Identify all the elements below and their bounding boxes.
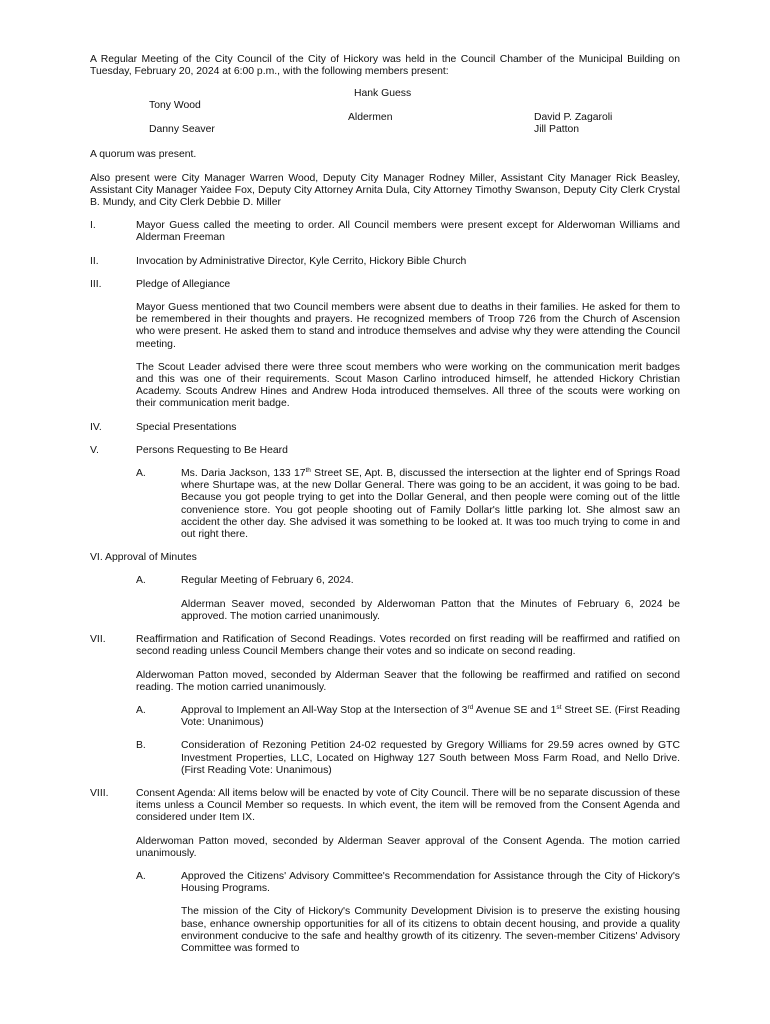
item-number: III.	[90, 278, 102, 290]
item-text: Reaffirmation and Ratification of Second Readings. Votes recorded on first reading will be reaffirmed and ratified on second reading unless Council Members change their votes and so indicate on second reading.	[136, 634, 680, 658]
item-viii-a-paragraph: The mission of the City of Hickory's Community Development Division is to preserve the existing housing base, enhance ownership opportunities for all of its citizens to obtain decent housing, and provide a quality environment conducive to the safe and healthy growth of its citizenry. The seven-member Citizens' Advisory Committee was formed to	[181, 906, 680, 954]
members-present	[90, 88, 680, 136]
item-vi-a-paragraph: Alderman Seaver moved, seconded by Alderwoman Patton that the Minutes of February 6, 2024 be approved. The motion carried unanimously.	[181, 598, 680, 622]
text-part: Street SE, Apt. B, discussed the intersection at the lighter end of Springs Road where Shurtape was, at the new Dollar General. There was going to be an accident, it was going to be bad. Because you got people trying to get into the Dollar General, and then people were coming out of the little convenience store. You got people shooting out of Family Dollar's little parking lot. She almost saw an accident the other day. She advised it was something to be looked at. It was too much trying to come in and out right there.	[181, 468, 680, 541]
item-viii	[90, 788, 680, 825]
item-number: VIII.	[90, 787, 109, 799]
member-danny-seaver: Danny Seaver	[149, 124, 215, 136]
sub-item-text: Approved the Citizens' Advisory Committee's Recommendation for Assistance through the City of Hickory's Housing Programs.	[181, 870, 680, 895]
sub-item-letter: B.	[136, 740, 146, 752]
quorum-statement: A quorum was present.	[90, 149, 197, 161]
superscript: rd	[467, 703, 474, 711]
item-vii-b	[136, 740, 680, 777]
minutes-page	[90, 54, 680, 966]
member-tony-wood: Tony Wood	[149, 100, 201, 112]
item-text: Pledge of Allegiance	[136, 278, 231, 290]
text-part: Approval to Implement an All-Way Stop at the Intersection of 3	[181, 704, 468, 716]
item-iii-paragraph-1: Mayor Guess mentioned that two Council members were absent due to deaths in their families. He asked for them to be remembered in their thoughts and prayers. He recognized members of Troop 726 from the Church of Ascension who were present. He asked them to stand and introduce themselves and advise why they were attending the Council meeting.	[136, 302, 680, 350]
item-vi-heading: VI. Approval of Minutes	[90, 552, 197, 564]
item-number: II.	[90, 255, 99, 267]
item-v	[90, 445, 680, 457]
sub-item-letter: A.	[136, 468, 146, 480]
item-text: Special Presentations	[136, 421, 237, 433]
item-iii-paragraph-2: The Scout Leader advised there were three scout members who were working on the communication merit badges and this was one of their requirements. Scout Mason Carlino introduced himself, he attended Hickory Christian Academy. Scouts Andrew Hines and Andrew Hoda introduced themselves. All three of the scouts were working on their communication merit badge.	[136, 361, 680, 410]
item-vii	[90, 634, 680, 658]
sub-item-text	[181, 468, 680, 541]
item-text: Invocation by Administrative Director, Kyle Cerrito, Hickory Bible Church	[136, 255, 467, 267]
item-iv	[90, 422, 680, 434]
item-vii-paragraph: Alderwoman Patton moved, seconded by Alderman Seaver that the following be reaffirmed and ratified on second reading. The motion carried unanimously.	[136, 669, 680, 693]
item-number: V.	[90, 444, 99, 456]
aldermen-label: Aldermen	[348, 112, 393, 124]
item-text: Mayor Guess called the meeting to order. All Council members were present except for Alderwoman Williams and Alderman Freeman	[136, 220, 680, 244]
item-viii-paragraph: Alderwoman Patton moved, seconded by Alderman Seaver approval of the Consent Agenda. The motion carried unanimously.	[136, 835, 680, 859]
also-present-paragraph: Also present were City Manager Warren Wood, Deputy City Manager Rodney Miller, Assistant City Manager Rick Beasley, Assistant City Manager Yaidee Fox, Deputy City Attorney Arnita Dula, City Attorney Timothy Swanson, Deputy City Clerk Crystal B. Mundy, and City Clerk Debbie D. Miller	[90, 172, 680, 209]
item-i	[90, 220, 680, 244]
text-part: Avenue SE and 1	[473, 704, 557, 716]
item-ii	[90, 256, 680, 268]
sub-item-text	[181, 705, 680, 729]
sub-item-letter: A.	[136, 870, 146, 882]
sub-item-text: Consideration of Rezoning Petition 24-02 requested by Gregory Williams for 29.59 acres owned by GTC Investment Properties, LLC, Located on Highway 127 South between Moss Farm Road, and Nello Drive. (First Reading Vote: Unanimous)	[181, 740, 680, 776]
item-number: VII.	[90, 634, 106, 646]
text-part: Ms. Daria Jackson, 133 17	[181, 468, 306, 480]
item-number: IV.	[90, 421, 102, 433]
member-david-zagaroli: David P. Zagaroli	[534, 112, 613, 124]
item-iii	[90, 279, 680, 291]
sub-item-text: Regular Meeting of February 6, 2024.	[181, 575, 354, 587]
mayor-name: Hank Guess	[354, 88, 412, 100]
superscript: th	[305, 467, 311, 475]
intro-paragraph: A Regular Meeting of the City Council of the City of Hickory was held in the Council Chamber of the Municipal Building on Tuesday, February 20, 2024 at 6:00 p.m., with the following members present:	[90, 54, 680, 78]
superscript: st	[556, 703, 562, 711]
item-vi-a	[136, 575, 680, 587]
sub-item-letter: A.	[136, 704, 146, 716]
item-text: Persons Requesting to Be Heard	[136, 444, 288, 456]
item-viii-a	[136, 871, 680, 895]
item-vii-a	[136, 705, 680, 729]
member-jill-patton: Jill Patton	[534, 124, 580, 136]
text-part: Street SE. (First Reading Vote: Unanimous)	[181, 704, 680, 729]
item-text: Consent Agenda: All items below will be enacted by vote of City Council. There will be no separate discussion of these items unless a Council Member so requests. In which event, the item will be removed from the Consent Agenda and considered under Item IX.	[136, 787, 680, 824]
item-number: I.	[90, 220, 96, 232]
sub-item-letter: A.	[136, 575, 146, 587]
item-v-a	[136, 468, 680, 541]
